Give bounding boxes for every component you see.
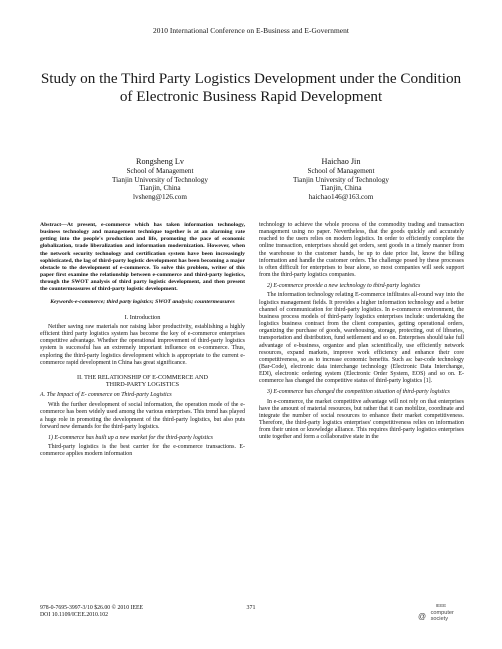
subsubsection-heading-3: 3) E-commerce has changed the competition situation of third-party logistics — [267, 389, 450, 396]
author-email: lvsheng@126.com — [133, 192, 187, 201]
section-heading-introduction: I. Introduction — [124, 313, 161, 321]
paragraph: In e-commerce, the market competitive advantage will not rely on that enterprises have the amount of material resources, but rather that it can mobilize, coordinate and integrate the number of social resources to enhance their market competitiveness. Therefore, the third-party logistics enterprises' competitiveness relies on information from their union or knowledge alliance. This requires third-party logistics enterprises unite together and form a collaborative state in the — [259, 398, 464, 441]
logo-brand-line: society — [430, 615, 448, 622]
paragraph: Third-party logistics is the best carrier for the e-commerce transactions. E-commerce applies modern information — [40, 444, 245, 458]
footer-isbn: 978-0-7695-3997-3/10 $26.00 © 2010 IEEE — [40, 605, 144, 611]
footer-doi: DOI 10.1109/ICEE.2010.102 — [40, 612, 109, 619]
logo-brand — [431, 611, 454, 623]
computer-society-logo — [418, 603, 464, 627]
paragraph: The information technology relating E-commerce infiltrates all-round way into the logistics management fields. It provides a higher information technology and a better channel of communication for third-party logistics. In e-commerce environment, the business process models of third-party logistics enterprises include: undertaking the logistics business contract from the client companies, getting operational orders, organizing the purchase of goods, warehousing, storage, protecting, out of libraries, transportation and distribution, fund settlement and so on. Enterprises should take full advantage of e-business, organize and plan scientifically, use efficiently network resources, expand markets, improve work efficiency and enhance their core competitiveness, so as to increase economic benefits. Such as: bar-code technology (Bar-Code), electronic data interchange technology (Electronic Data Interchange, EDI), electronic ordering system (Electronic Order System, EOS) and so on. E-commerce has changed the competitive status of third-party logistics [1]. — [259, 292, 464, 385]
abstract: Abstract—At present, e-commerce which has taken information technology, business technology and management technique together is at an alarming rate getting into the people's production and life, promoting the pace of economic globalization, trade liberalization and information modernization. However, when the network security technology and certification system have been increasingly sophisticated, the lag of third-party logistic development has been becoming a major obstacle to the development of e-commerce. To solve this problem, writer of this paper first examine the relationship between e-commerce and third-party logistics, through the SWOT analysis of third party logistic development, and then present the countermeasures of third-party logistic development. — [40, 222, 245, 293]
author-university: Tianjin University of Technology — [293, 175, 389, 184]
left-column — [40, 222, 245, 458]
section-heading-relationship — [40, 374, 245, 388]
author-name: Rongsheng Lv — [136, 157, 184, 166]
paragraph: With the further development of social information, the operation mode of the e-commerce has been widely used among the various enterprises. This trend has played a huge role in promoting the development of the third-party logistics, but also puts forward new demands for the third-party logistics. — [40, 402, 245, 430]
right-column — [259, 222, 464, 442]
author-email: haichao146@163.com — [308, 192, 374, 201]
subsubsection-heading-1: 1) E-commerce has built up a new market for the third-party logistics — [48, 434, 213, 441]
author-location: Tianjin, China — [139, 184, 181, 193]
conference-header: 2010 International Conference on E-Business and E-Government — [153, 26, 349, 35]
author-dept: School of Management — [126, 167, 194, 175]
author-university: Tianjin University of Technology — [112, 175, 208, 184]
paper-title: Study on the Third Party Logistics Development under the Condition of Electronic Business Rapid Development — [40, 70, 462, 105]
section-heading-line: THIRD-PARTY LOGISTICS — [105, 380, 180, 388]
paragraph: technology to achieve the whole process of the commodity trading and transaction management using no paper. Nevertheless, that the goods quickly and accurately reached to the users relies on modern logistics. In order to efficiently complete the online transaction, enterprises should get orders, sent goods in a timely manner from the warehouse to the customer hands, be up to date price list, know the billing information and handle the customer orders. The challenge posed by these processes is often difficult for enterprises to bear alone, so most companies will seek support from the third-party logistics companies. — [259, 222, 464, 279]
keywords: Keywords-e-commerce; third party logistics; SWOT analysis; countermeasures — [50, 298, 235, 305]
author-block-1 — [70, 157, 250, 201]
author-block-2 — [251, 157, 431, 201]
section-heading-line: II. THE RELATIONSHIP OF E-COMMERCE AND — [77, 373, 208, 381]
author-location: Tianjin, China — [320, 184, 362, 193]
subsection-heading-a: A. The Impact of E- commerce on Third-party Logistics — [40, 392, 172, 399]
subsubsection-heading-2: 2) E-commerce provide a new technology to third-party logistics — [267, 283, 421, 290]
author-name: Haichao Jin — [321, 157, 361, 166]
page-number: 371 — [246, 605, 256, 611]
logo-ieee-text: IEEE — [435, 603, 447, 608]
paragraph: Neither saving raw materials nor raising labor productivity, establishing a highly efficient third party logistics system has become the key of e-commerce enterprises competitive advantage. Whether the operational improvement of third-party logistics system is successful has an extremely important influence on e-commerce. Thus, exploring the third-party logistics development which is appropriate to the current e-commerce rapid development in China has great significance. — [40, 323, 245, 366]
author-dept: School of Management — [307, 167, 375, 175]
logo-brand-line: computer — [430, 609, 454, 616]
at-sign-icon: @ — [418, 612, 427, 622]
